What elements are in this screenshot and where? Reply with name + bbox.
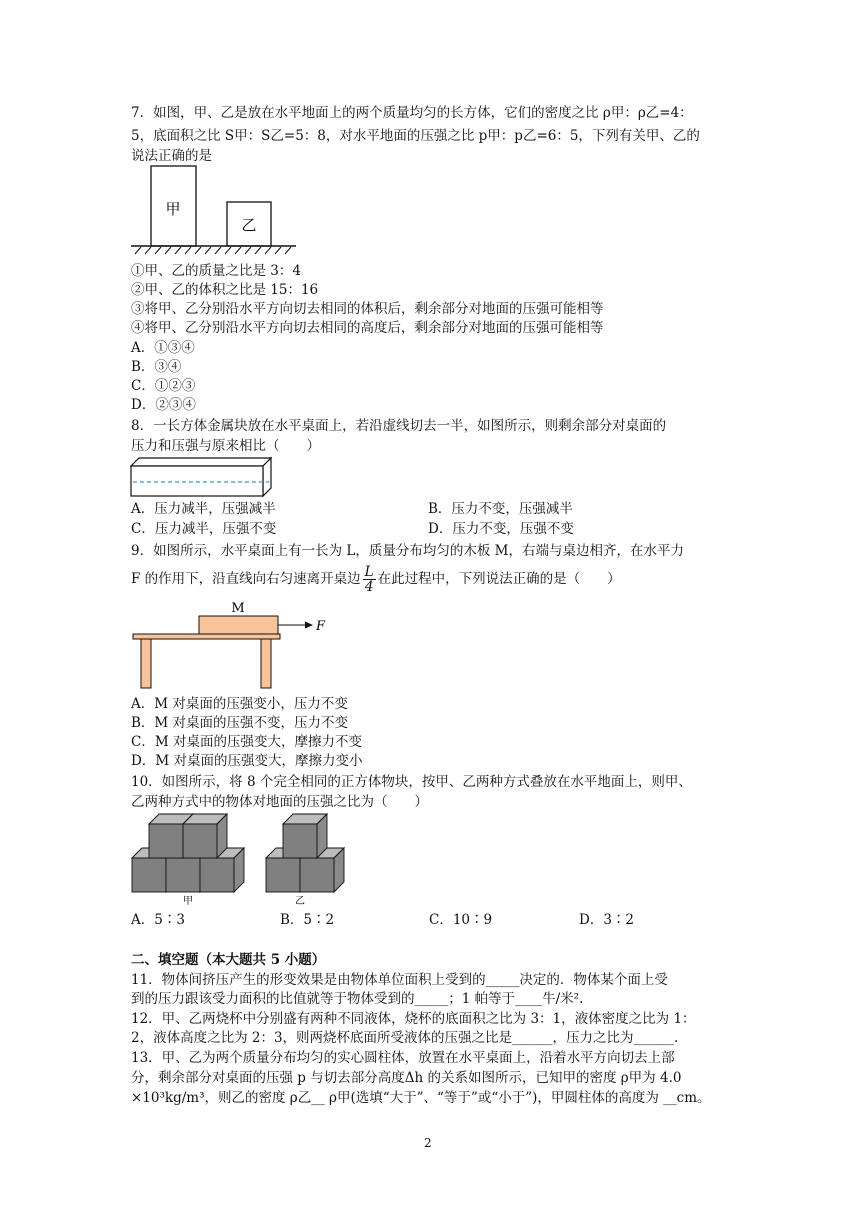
q7-line3: 说法正确的是 xyxy=(131,148,212,164)
q9-line2-start: F 的作用下，沿直线向右匀速离开桌边 xyxy=(131,571,361,587)
section-heading: 二、填空题（本大题共 5 小题） xyxy=(131,952,326,968)
q9-option-b: B．M 对桌面的压强不变，压力不变 xyxy=(131,715,349,731)
q10-option-d: D．3∶2 xyxy=(579,912,635,928)
q10-line1: 10．如图所示，将 8 个完全相同的正方体物块，按甲、乙两种方式叠放在水平地面上，则甲、 xyxy=(131,774,692,790)
q11-line2: 到的压力跟该受力面积的比值就等于物体受到的_____；1 帕等于____牛/米². xyxy=(131,991,584,1007)
q9-line1: 9．如图所示，水平桌面上有一长为 L，质量分布均匀的木板 M，右端与桌边相齐，在水平力 xyxy=(131,543,684,559)
q10-option-a: A．5∶3 xyxy=(131,912,185,928)
q9-line2 xyxy=(131,564,621,594)
q9-option-d: D．M 对桌面的压强变大，摩擦力变小 xyxy=(131,753,363,769)
q8-option-b: B．压力不变，压强减半 xyxy=(428,501,573,517)
q9-fraction-numerator: L xyxy=(364,564,374,580)
q9-fig-label-f: F xyxy=(316,619,326,634)
q7-figure xyxy=(131,162,301,257)
q13-line2: 分，剩余部分对桌面的压强 p 与切去部分高度Δh 的关系如图所示，已知甲的密度 ρ甲为 4.0 xyxy=(131,1070,682,1086)
q8-line2: 压力和压强与原来相比（ ） xyxy=(131,438,320,454)
q13-line3: ×10³kg/m³，则乙的密度 ρ乙__ ρ甲(选填“大于”、“等于”或“小于”)，甲圆柱体的高度为 __cm。 xyxy=(131,1090,711,1106)
q7-option-c: C．①②③ xyxy=(131,378,196,394)
q10-fig-label-jia: 甲 xyxy=(183,896,193,907)
q12-line2: 2，液体高度之比为 2：3，则两烧杯底面所受液体的压强之比是______，压力之比为______. xyxy=(131,1030,679,1046)
q10-option-c: C．10∶9 xyxy=(429,912,493,928)
q10-option-b: B．5∶2 xyxy=(280,912,335,928)
q7-fig-label-jia: 甲 xyxy=(165,200,181,218)
q9-fraction xyxy=(363,565,376,594)
q7-statement-4: ④将甲、乙分别沿水平方向切去相同的高度后，剩余部分对地面的压强可能相等 xyxy=(131,320,604,336)
q7-option-b: B．③④ xyxy=(131,359,182,375)
q13-line1: 13．甲、乙为两个质量分布均匀的实心圆柱体，放置在水平桌面上，沿着水平方向切去上部 xyxy=(131,1050,675,1066)
page-number: 2 xyxy=(424,1136,432,1150)
q11-line1: 11．物体间挤压产生的形变效果是由物体单位面积上受到的_____决定的．物体某个面上受 xyxy=(131,972,668,988)
q7-statement-1: ①甲、乙的质量之比是 3：4 xyxy=(131,263,301,279)
q7-statement-2: ②甲、乙的体积之比是 15：16 xyxy=(131,282,319,298)
q10-fig-label-yi: 乙 xyxy=(295,896,305,907)
q7-statement-3: ③将甲、乙分别沿水平方向切去相同的体积后，剩余部分对地面的压强可能相等 xyxy=(131,301,604,317)
q9-fraction-denominator: 4 xyxy=(364,579,374,595)
q7-line1: 7．如图，甲、乙是放在水平地面上的两个质量均匀的长方体，它们的密度之比 ρ甲：ρ乙=4： xyxy=(131,105,693,121)
q9-figure xyxy=(131,600,341,692)
q9-option-c: C．M 对桌面的压强变大，摩擦力不变 xyxy=(131,734,362,750)
q8-option-c: C．压力减半，压强不变 xyxy=(131,521,277,537)
q8-option-d: D．压力不变，压强不变 xyxy=(428,521,574,537)
q7-line2: 5，底面积之比 S甲：S乙=5：8，对水平地面的压强之比 p甲：p乙=6：5，下列有关甲、乙的 xyxy=(131,128,700,144)
q9-fig-label-m: M xyxy=(231,601,245,616)
q7-fig-label-yi: 乙 xyxy=(241,216,257,234)
q8-figure xyxy=(131,456,276,498)
q7-option-a: A．①③④ xyxy=(131,340,195,356)
q9-option-a: A．M 对桌面的压强变小，压力不变 xyxy=(131,696,348,712)
q8-line1: 8．一长方体金属块放在水平桌面上，若沿虚线切去一半，如图所示，则剩余部分对桌面的 xyxy=(131,418,667,434)
q7-option-d: D．②③④ xyxy=(131,397,196,413)
q10-figure xyxy=(131,812,356,912)
q9-line2-end: 在此过程中，下列说法正确的是（ ） xyxy=(377,571,621,587)
q10-line2: 乙两种方式中的物体对地面的压强之比为（ ） xyxy=(131,794,428,810)
q8-option-a: A．压力减半，压强减半 xyxy=(131,501,276,517)
q12-line1: 12．甲、乙两烧杯中分别盛有两种不同液体，烧杯的底面积之比为 3：1，液体密度之比为 1： xyxy=(131,1011,696,1027)
